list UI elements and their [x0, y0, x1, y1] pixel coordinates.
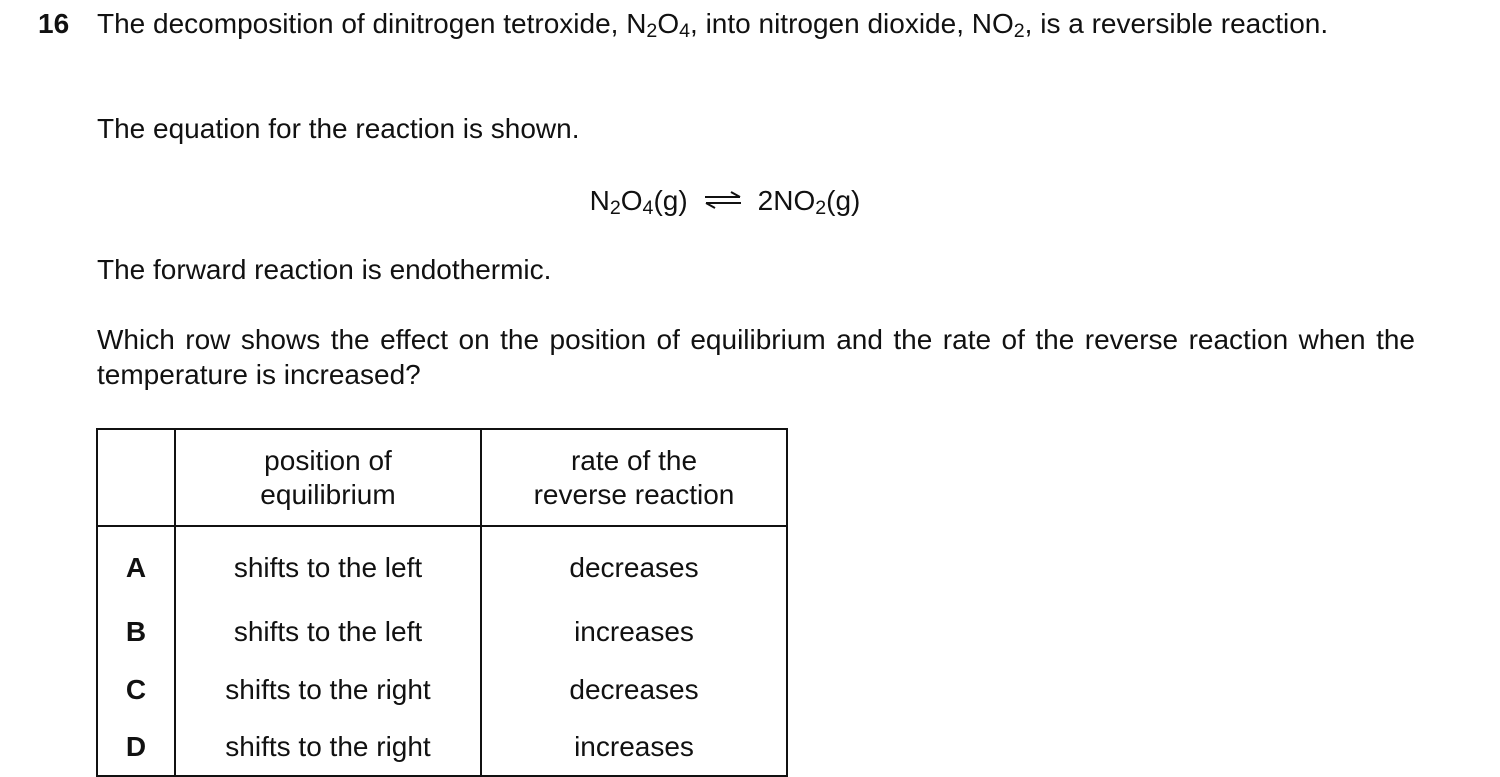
- stem-text-2: O: [657, 8, 680, 39]
- reactant-n-subscript: 2: [609, 197, 621, 220]
- header-position-line-2: equilibrium: [260, 478, 396, 510]
- option-position: shifts to the left: [175, 526, 481, 603]
- option-row-b[interactable]: [97, 603, 787, 661]
- chemical-equation: [0, 183, 1500, 220]
- stem-subscript-3: 2: [1013, 20, 1025, 43]
- product-state: (g): [826, 185, 861, 216]
- stem-subscript-1: 2: [646, 20, 658, 43]
- question-prompt: Which row shows the effect on the position of equilibrium and the rate of the reverse reaction when the temperature is increased?: [97, 324, 1415, 390]
- question-stem: [97, 6, 1415, 41]
- stem-text-1: The decomposition of dinitrogen tetroxide, N: [97, 8, 647, 39]
- option-letter: A: [97, 526, 175, 603]
- option-letter: C: [97, 661, 175, 719]
- stem-text-4: , is a reversible reaction.: [1024, 8, 1329, 39]
- option-row-c[interactable]: [97, 661, 787, 719]
- product-subscript: 2: [815, 197, 827, 220]
- header-letter-cell: [97, 429, 175, 526]
- option-position: shifts to the right: [175, 719, 481, 776]
- stem-text-3: , into nitrogen dioxide, NO: [690, 8, 1014, 39]
- equilibrium-arrow-icon: [702, 182, 744, 217]
- option-rate: increases: [481, 719, 787, 776]
- option-row-a[interactable]: [97, 526, 787, 603]
- header-rate-line-1: rate of the: [570, 444, 698, 476]
- option-row-d[interactable]: [97, 719, 787, 776]
- product-formula: 2NO: [757, 185, 816, 216]
- header-position-line-1: position of: [264, 444, 392, 476]
- option-position: shifts to the right: [175, 661, 481, 719]
- header-rate-line-2: reverse reaction: [533, 478, 735, 510]
- reactant-n: N: [589, 185, 610, 216]
- option-rate: increases: [481, 603, 787, 661]
- reactant-o: O: [620, 185, 643, 216]
- header-position: [175, 429, 481, 526]
- reactant-state: (g): [653, 185, 688, 216]
- endothermic-statement: The forward reaction is endothermic.: [97, 254, 552, 285]
- equation-intro: The equation for the reaction is shown.: [97, 113, 580, 144]
- option-position: shifts to the left: [175, 603, 481, 661]
- stem-subscript-2: 4: [679, 20, 691, 43]
- option-rate: decreases: [481, 661, 787, 719]
- option-letter: D: [97, 719, 175, 776]
- question-number: 16: [38, 8, 70, 39]
- reactant-o-subscript: 4: [642, 197, 654, 220]
- table-header-row: [97, 429, 787, 526]
- header-rate: [481, 429, 787, 526]
- option-rate: decreases: [481, 526, 787, 603]
- answer-options-table: [96, 428, 788, 777]
- option-letter: B: [97, 603, 175, 661]
